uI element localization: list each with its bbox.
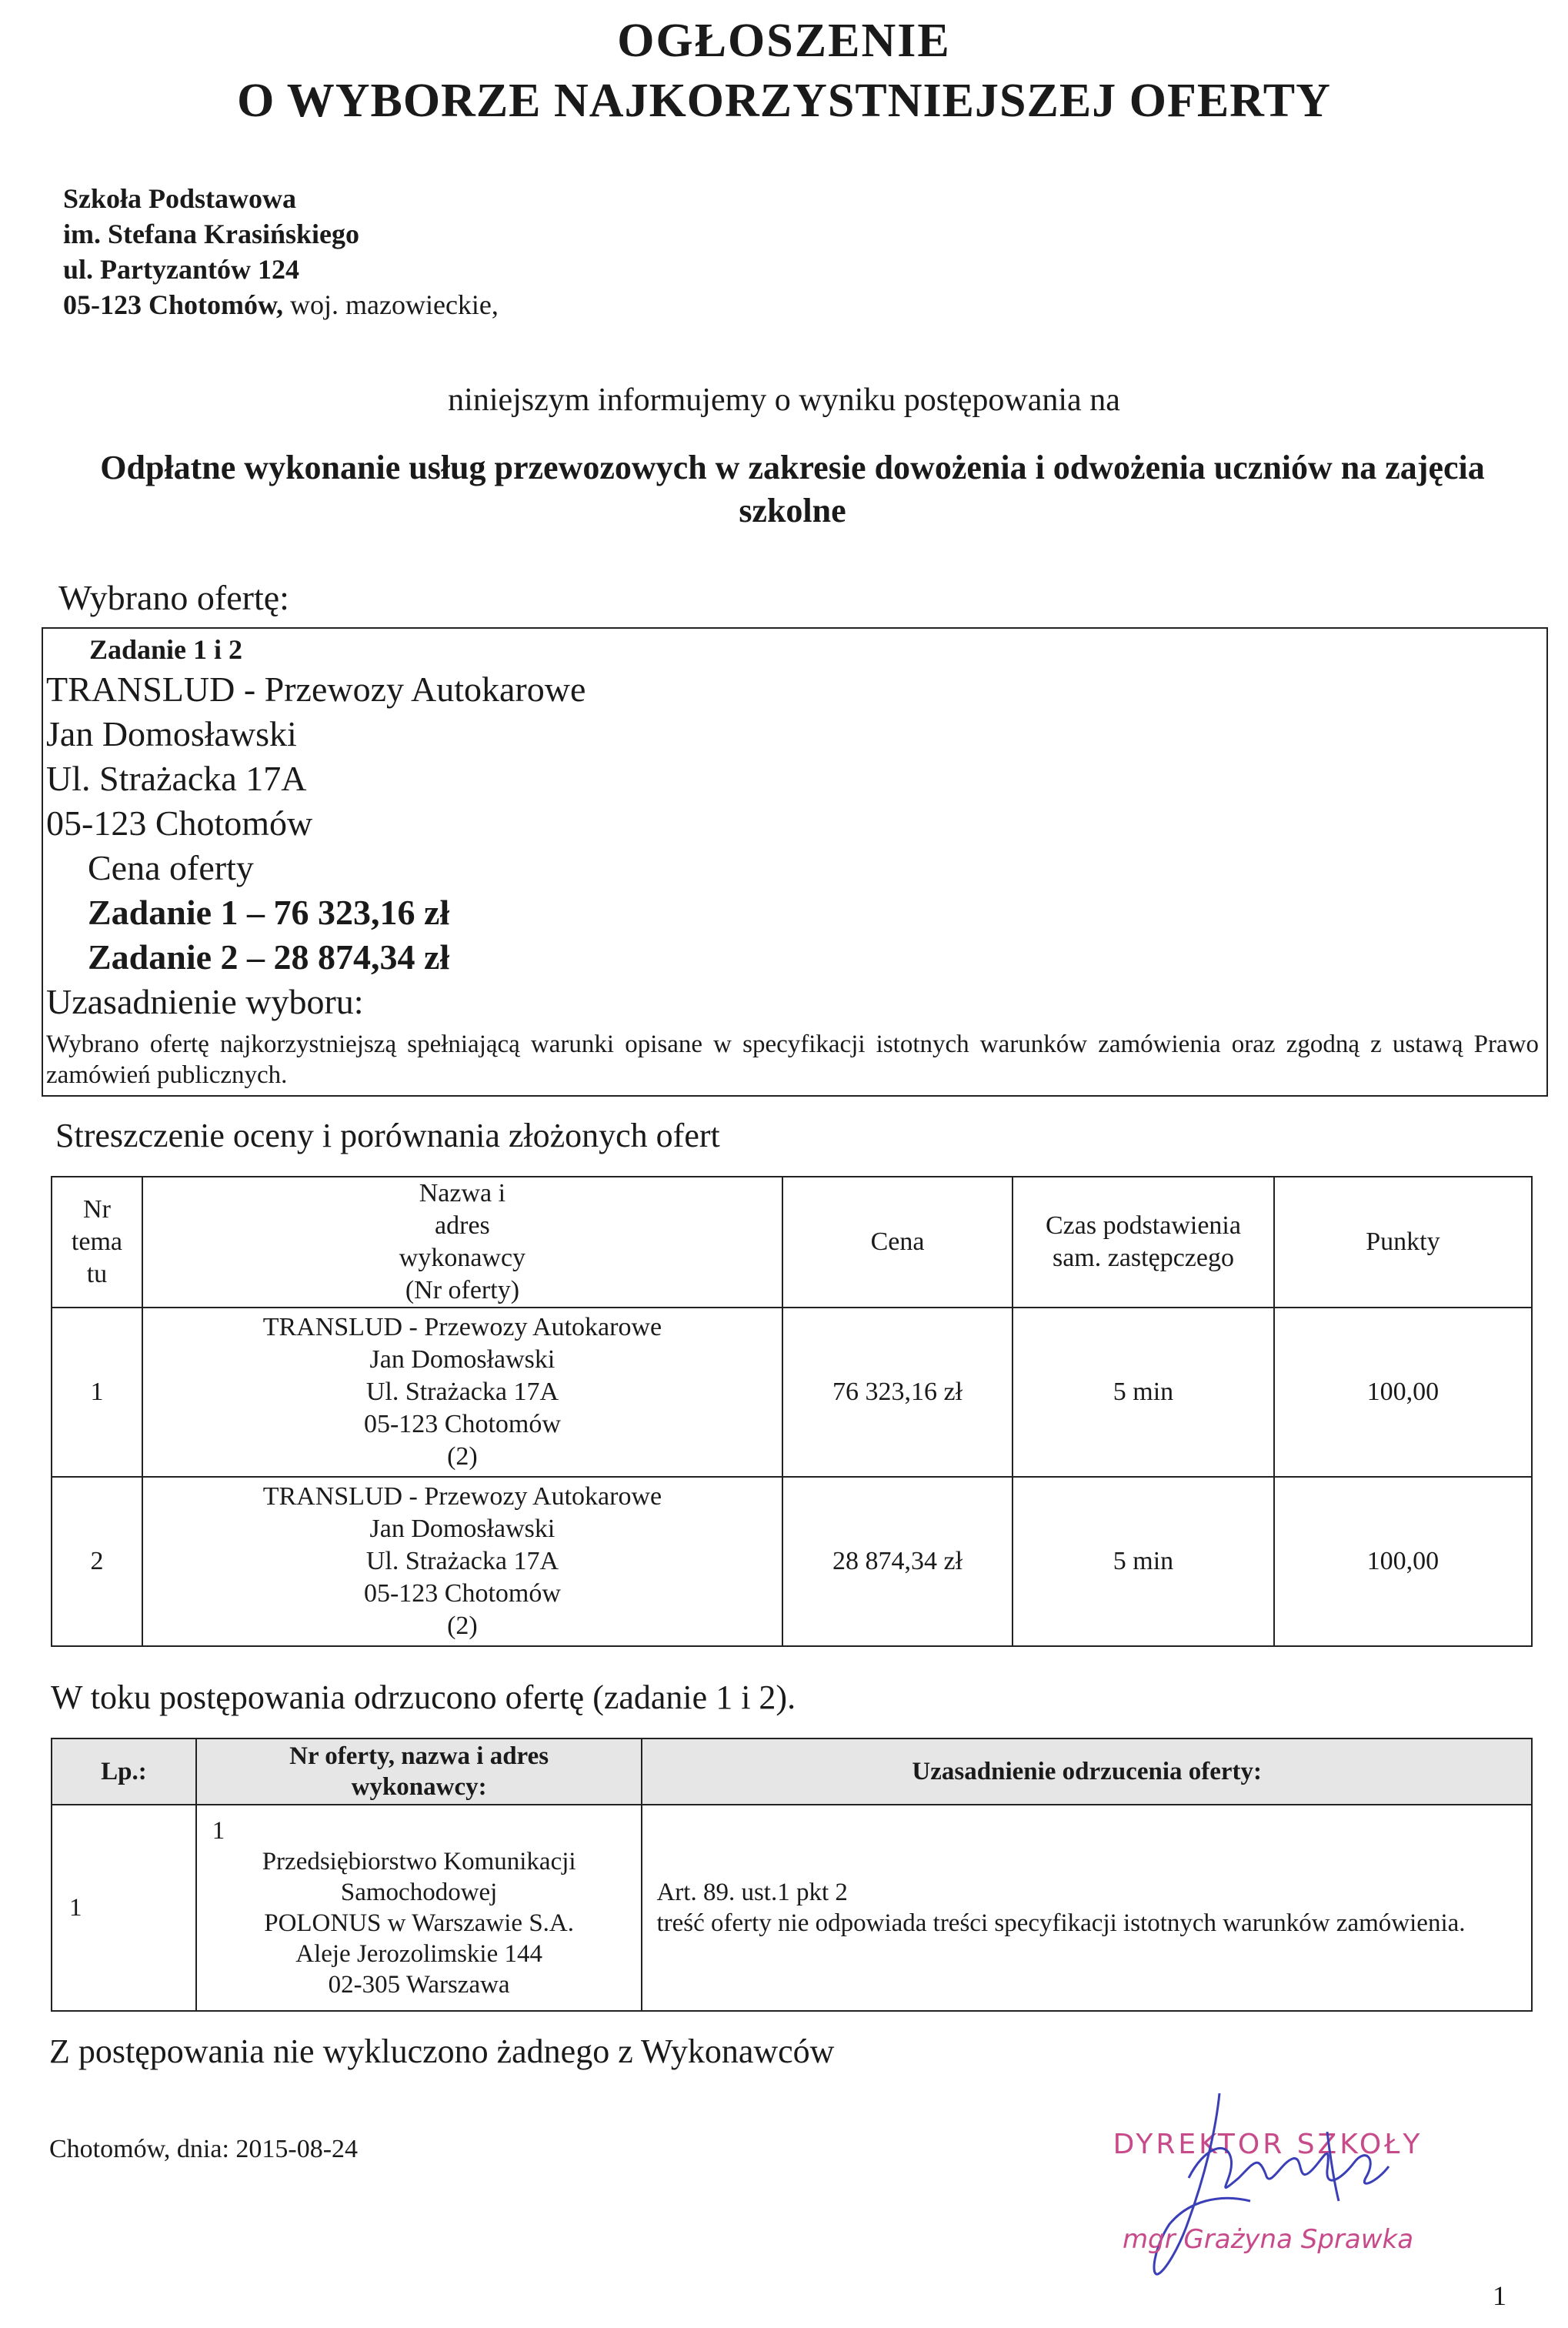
row-time: 5 min — [1013, 1308, 1274, 1477]
row-contractor — [142, 1477, 782, 1646]
chosen-city: 05-123 Chotomów — [46, 803, 313, 843]
institution-region: woj. mazowieckie, — [290, 289, 499, 320]
document-title: OGŁOSZENIE — [617, 15, 951, 67]
row-rejected-contractor — [196, 1805, 642, 2011]
document-subtitle: O WYBORZE NAJKORZYSTNIEJSZEJ OFERTY — [237, 75, 1331, 127]
table-row — [52, 1477, 1532, 1646]
row-line1: Przedsiębiorstwo Komunikacji — [262, 1848, 576, 1875]
rejected-label: W toku postępowania odrzucono ofertę (zadanie 1 i 2). — [51, 1678, 796, 1716]
chosen-offer-label: Wybrano ofertę: — [58, 578, 289, 617]
page-number: 1 — [1493, 2280, 1506, 2311]
row-owner: Jan Domosławski — [369, 1345, 555, 1374]
header-offer: Nr oferty, nazwa i adres wykonawcy: — [196, 1738, 642, 1805]
chosen-offer-box — [42, 627, 1548, 1097]
row-street: Ul. Strażacka 17A — [365, 1547, 559, 1575]
chosen-price-label: Cena oferty — [88, 848, 254, 887]
justification-label: Uzasadnienie wyboru: — [46, 982, 364, 1021]
stamp-title: DYREKTOR SZKOŁY — [1113, 2129, 1423, 2160]
table-row — [52, 1308, 1532, 1477]
row-time: 5 min — [1013, 1477, 1274, 1646]
row-line5: 02-305 Warszawa — [328, 1971, 510, 1999]
row-city: 05-123 Chotomów — [363, 1579, 561, 1608]
table-header-row — [52, 1177, 1532, 1308]
row-offer-nr: (2) — [447, 1612, 478, 1640]
row-line3: POLONUS w Warszawie S.A. — [264, 1909, 575, 1937]
handwritten-signature — [1073, 2086, 1427, 2286]
row-reason-ref: Art. 89. ust.1 pkt 2 — [656, 1879, 848, 1906]
row-price: 76 323,16 zł — [782, 1308, 1013, 1477]
row-line2: Samochodowej — [340, 1879, 498, 1906]
row-street: Ul. Strażacka 17A — [365, 1378, 559, 1406]
institution-city-line — [63, 288, 499, 322]
institution-street: ul. Partyzantów 124 — [63, 254, 299, 285]
institution-patron: im. Stefana Krasińskiego — [63, 219, 360, 249]
row-nr: 2 — [52, 1477, 142, 1646]
chosen-task2-price: Zadanie 2 – 28 874,34 zł — [88, 937, 450, 977]
row-nr: 1 — [52, 1308, 142, 1477]
header-nr: Nr tema tu — [52, 1177, 142, 1308]
row-line4: Aleje Jerozolimskie 144 — [295, 1940, 542, 1968]
row-reason — [642, 1805, 1532, 2011]
exclusion-statement: Z postępowania nie wykluczono żadnego z Wykonawców — [49, 2032, 835, 2070]
row-points: 100,00 — [1274, 1477, 1532, 1646]
chosen-firm: TRANSLUD - Przewozy Autokarowe — [46, 670, 586, 709]
table-row — [52, 1805, 1532, 2011]
institution-city: 05-123 Chotomów, — [63, 289, 283, 320]
header-lp: Lp.: — [52, 1738, 196, 1805]
chosen-task1-price: Zadanie 1 – 76 323,16 zł — [88, 893, 450, 932]
row-owner: Jan Domosławski — [369, 1515, 555, 1543]
row-firm: TRANSLUD - Przewozy Autokarowe — [262, 1482, 662, 1511]
row-firm: TRANSLUD - Przewozy Autokarowe — [262, 1313, 662, 1341]
rejected-offers-table — [51, 1738, 1533, 2012]
header-price: Cena — [782, 1177, 1013, 1308]
header-points: Punkty — [1274, 1177, 1532, 1308]
justification-text: Wybrano ofertę najkorzystniejszą spełniającą warunki opisane w specyfikacji istotnych warunków zamówienia oraz zgodną z ustawą Prawo zamówień publicznych. — [46, 1030, 1539, 1089]
institution-name: Szkoła Podstawowa — [63, 183, 297, 214]
row-offer-nr: (2) — [447, 1442, 478, 1471]
header-name: Nazwa i adres wykonawcy (Nr oferty) — [142, 1177, 782, 1308]
chosen-street: Ul. Strażacka 17A — [46, 759, 307, 798]
date-place: Chotomów, dnia: 2015-08-24 — [49, 2135, 359, 2163]
row-price: 28 874,34 zł — [782, 1477, 1013, 1646]
row-offer-nr: 1 — [212, 1817, 225, 1845]
intro-text: niniejszym informujemy o wyniku postępowania na — [448, 382, 1120, 418]
chosen-owner: Jan Domosławski — [46, 714, 297, 753]
row-lp: 1 — [52, 1805, 196, 2011]
stamp-name: mgr Grażyna Sprawka — [1122, 2224, 1414, 2255]
table-header-row — [52, 1738, 1532, 1805]
summary-label: Streszczenie oceny i porównania złożonych ofert — [55, 1117, 720, 1154]
row-city: 05-123 Chotomów — [363, 1410, 561, 1438]
header-time: Czas podstawienia sam. zastępczego — [1013, 1177, 1274, 1308]
offers-summary-table — [51, 1176, 1533, 1647]
row-contractor — [142, 1308, 782, 1477]
row-reason-text: treść oferty nie odpowiada treści specyfikacji istotnych warunków zamówienia. — [656, 1909, 1466, 1937]
row-points: 100,00 — [1274, 1308, 1532, 1477]
header-reason: Uzasadnienie odrzucenia oferty: — [642, 1738, 1532, 1805]
chosen-tasks: Zadanie 1 i 2 — [89, 634, 243, 665]
procurement-subject: Odpłatne wykonanie usług przewozowych w zakresie dowożenia i odwożenia uczniów na zajęcia szkolne — [100, 449, 1485, 529]
